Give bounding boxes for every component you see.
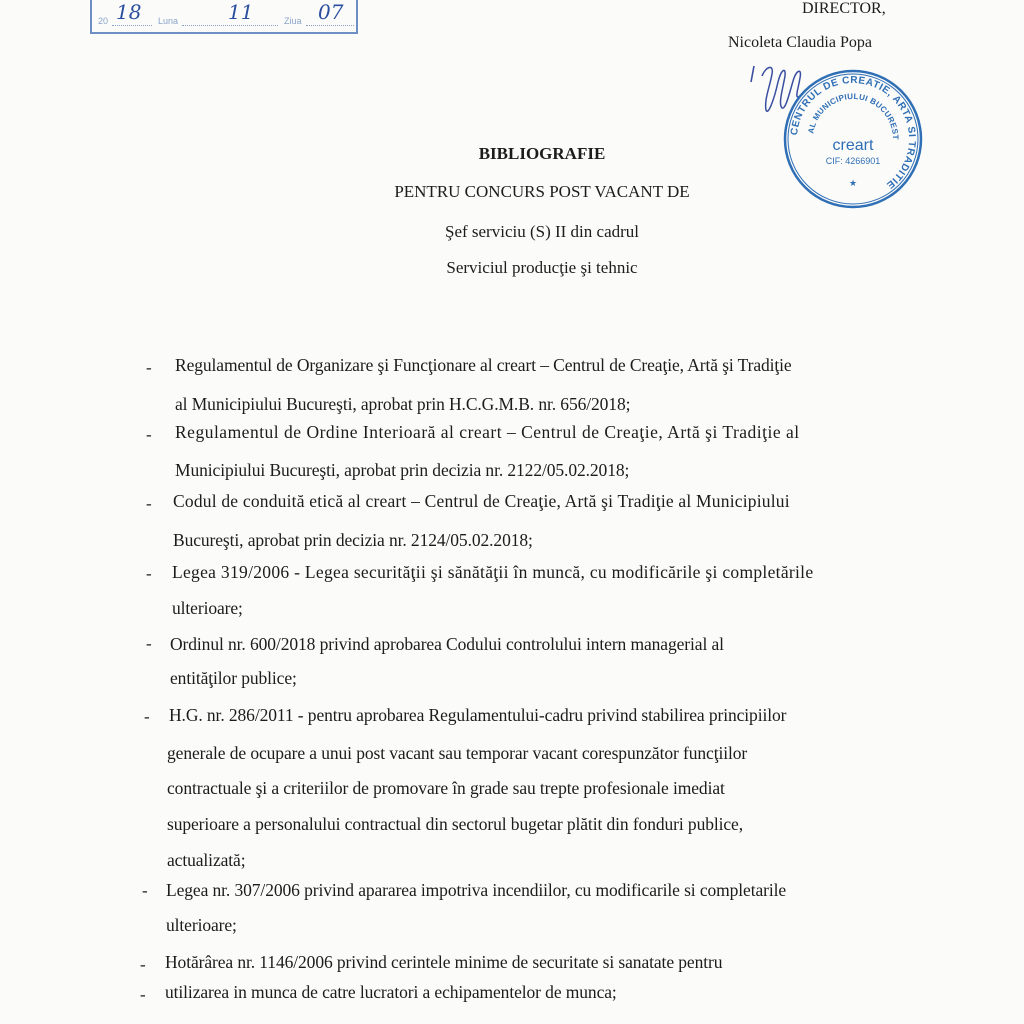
- item-line: entităţilor publice;: [170, 668, 297, 688]
- item-line: al Municipiului Bucureşti, aprobat prin H.C.G.M.B. nr. 656/2018;: [175, 394, 631, 414]
- department-name: Serviciul producţie şi tehnic: [446, 258, 638, 277]
- document-subtitle: PENTRU CONCURS POST VACANT DE: [394, 182, 690, 201]
- item-line: Legea 319/2006 - Legea securităţii şi sănătăţii în muncă, cu modificările şi completările: [172, 562, 814, 582]
- list-bullet: -: [146, 634, 152, 653]
- seal-brand: creart: [832, 137, 874, 154]
- seal-outer-text: CENTRUL DE CREATIE, ARTA SI TRADITIE: [789, 74, 918, 191]
- item-line: Regulamentul de Ordine Interioară al creart – Centrul de Creaţie, Artă şi Tradiţie al: [175, 422, 800, 442]
- list-bullet: -: [146, 494, 152, 513]
- seal-cif: CIF: 4266901: [825, 156, 881, 166]
- list-bullet: -: [140, 955, 146, 974]
- stamp-dotted-line: [112, 25, 152, 26]
- director-title: DIRECTOR,: [802, 0, 886, 17]
- item-line: Codul de conduită etică al creart – Centrul de Creaţie, Artă şi Tradiţie al Municipiului: [173, 491, 790, 511]
- list-bullet: -: [146, 564, 152, 583]
- item-line: Municipiului Bucureşti, aprobat prin decizia nr. 2122/05.02.2018;: [175, 460, 630, 480]
- stamp-year-prefix: 20: [98, 16, 109, 26]
- stamp-dotted-line: [306, 25, 354, 26]
- item-line: utilizarea in munca de catre lucratori a echipamentelor de munca;: [165, 982, 617, 1002]
- seal-inner-text: AL MUNICIPIULUI BUCUREST: [806, 91, 901, 141]
- item-line: Ordinul nr. 600/2018 privind aprobarea Codului controlului intern managerial al: [170, 634, 724, 654]
- stamp-day-handwritten: 07: [318, 0, 344, 24]
- item-line: H.G. nr. 286/2011 - pentru aprobarea Regulamentului-cadru privind stabilirea principiilor: [169, 705, 787, 725]
- item-line: contractuale şi a criteriilor de promovare în grade sau trepte profesionale imediat: [167, 778, 725, 798]
- position-title: Şef serviciu (S) II din cadrul: [444, 222, 640, 241]
- document-title: BIBLIOGRAFIE: [478, 144, 606, 163]
- stamp-dotted-line: [182, 25, 278, 26]
- item-line: actualizată;: [167, 850, 246, 870]
- seal-star-icon: ★: [848, 178, 858, 188]
- list-bullet: -: [142, 881, 148, 900]
- item-line: ulterioare;: [172, 598, 243, 618]
- item-line: Regulamentul de Organizare şi Funcţionare al creart – Centrul de Creaţie, Artă şi Tradiţie: [175, 355, 792, 375]
- stamp-month-label: Luna: [158, 16, 179, 26]
- director-name: Nicoleta Claudia Popa: [728, 34, 872, 51]
- stamp-year-handwritten: 18: [116, 0, 142, 24]
- item-line: Bucureşti, aprobat prin decizia nr. 2124/05.02.2018;: [173, 530, 533, 550]
- item-line: Legea nr. 307/2006 privind apararea impotriva incendiilor, cu modificarile si completarile: [166, 880, 787, 900]
- item-line: Hotărârea nr. 1146/2006 privind cerintele minime de securitate si sanatate pentru: [165, 952, 723, 972]
- list-bullet: -: [140, 985, 146, 1004]
- list-bullet: -: [146, 425, 152, 444]
- item-line: ulterioare;: [166, 915, 237, 935]
- list-bullet: -: [146, 358, 152, 377]
- stamp-day-label: Ziua: [284, 16, 302, 26]
- item-line: superioare a personalului contractual din sectorul bugetar plătit din fonduri publice,: [167, 814, 744, 834]
- list-bullet: -: [144, 707, 150, 726]
- stamp-month-handwritten: 11: [228, 0, 254, 24]
- item-line: generale de ocupare a unui post vacant sau temporar vacant corespunzător funcţiilor: [167, 743, 748, 763]
